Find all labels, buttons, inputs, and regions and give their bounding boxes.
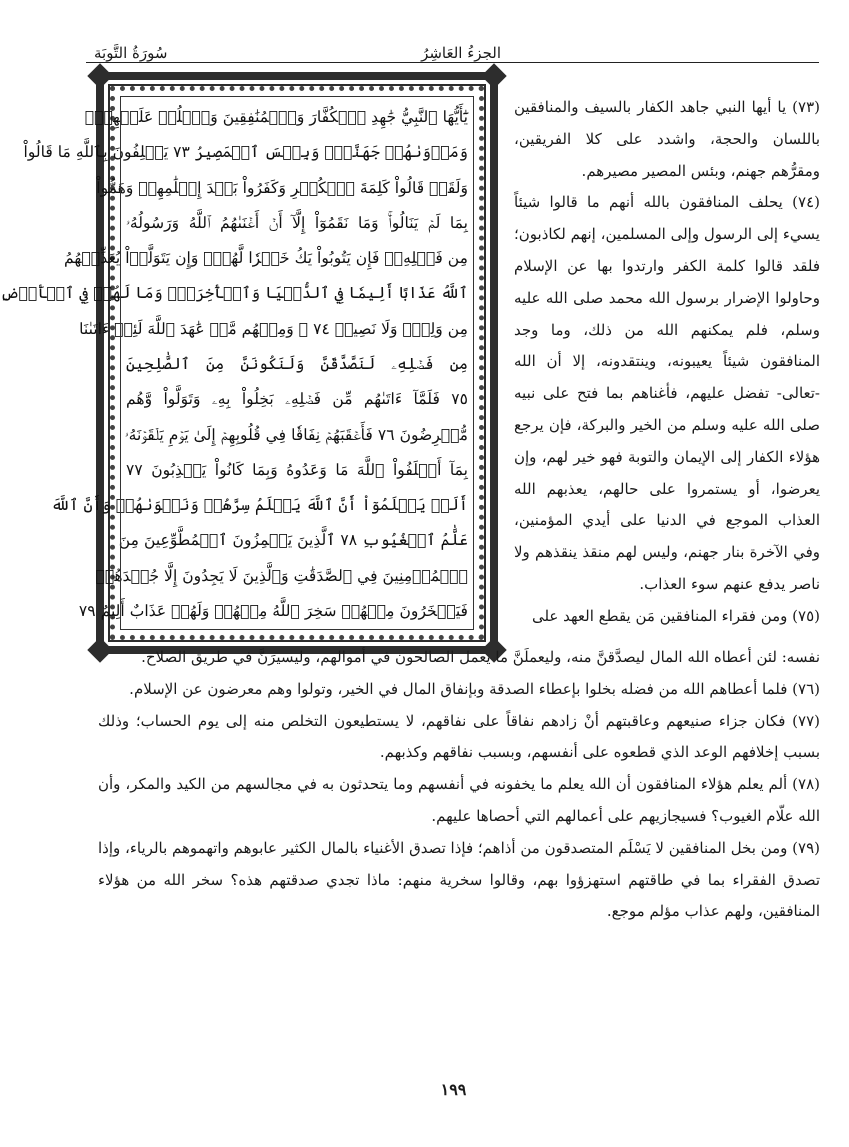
quran-line: مِن فَضۡلِهِۦۚ فَإِن يَتُوبُواْ يَكُ خَيۡرٗا لَّهُمۡۖ وَإِن يَتَوَلَّوۡاْ يُعَذِّبۡهُمُ xyxy=(63,249,468,268)
tafsir-verse-78: (٧٨) ألم يعلم هؤلاء المنافقون أن الله يعلم ما يخفونه في أنفسهم وما يتحدثون به في مجالسهم من الكيد والمكر، وأن الله علّام الغيوب؟ فسيجازيهم على أعمالهم التي أحصاها عليهم. xyxy=(98,775,820,825)
page-number: ١٩٩ xyxy=(440,1080,467,1099)
tafsir-side-column xyxy=(514,92,820,633)
quran-line: بِمَا لَمۡ يَنَالُواْۚ وَمَا نَقَمُوٓاْ إِلَّآ أَنۡ أَغۡنَىٰهُمُ ٱللَّهُ وَرَسُولُهُۥ xyxy=(126,213,468,232)
quran-text xyxy=(0,102,468,626)
quran-line: مُّعۡرِضُونَ ٧٦ فَأَعۡقَبَهُمۡ نِفَاقٗا فِي قُلُوبِهِمۡ إِلَىٰ يَوۡمِ يَلۡقَوۡنَهُۥ xyxy=(124,425,468,444)
tafsir-full-width xyxy=(98,642,820,928)
frame-corner-ornament xyxy=(87,63,112,88)
quran-line: فَيَسۡخَرُونَ مِنۡهُمۡ سَخِرَ ٱللَّهُ مِنۡهُمۡ وَلَهُمۡ عَذَابٌ أَلِيمٌ ٧٩ xyxy=(78,601,468,620)
quran-line: مِن فَضۡلِهِۦ لَنَصَّدَّقَنَّ وَلَنَكُونَنَّ مِنَ ٱلصَّٰلِحِينَ xyxy=(126,354,468,373)
tafsir-verse-76: (٧٦) فلما أعطاهم الله من فضله بخلوا بإعطاء الصدقة وبإنفاق المال في الخير، وتولوا وهم معرضون عن الإسلام. xyxy=(129,679,820,698)
header-divider xyxy=(86,62,819,63)
tafsir-verse-77: (٧٧) فكان جزاء صنيعهم وعاقبتهم أنْ زادهم نفاقاً على نفاقهم، لا يستطيعون التخلص منه إلى يوم الحساب؛ وذلك بسبب إخلافهم الوعد الذي قطعوه على أنفسهم، وبسبب نفاقهم وكذبهم. xyxy=(98,711,820,762)
frame-corner-ornament xyxy=(481,63,506,88)
quran-line: عَلَّٰمُ ٱلۡغُيُوبِ ٧٨ ٱلَّذِينَ يَلۡمِزُونَ ٱلۡمُطَّوِّعِينَ مِنَ xyxy=(118,531,468,550)
quran-line: وَلَقَدۡ قَالُواْ كَلِمَةَ ٱلۡكُفۡرِ وَكَفَرُواْ بَعۡدَ إِسۡلَٰمِهِمۡ وَهَمُّواْ xyxy=(96,178,468,197)
quran-line: ٱللَّهُ عَذَابًا أَلِيمٗا فِي ٱلدُّنۡيَا وَٱلۡأٓخِرَةِۚ وَمَا لَهُمۡ فِي ٱلۡأَرۡضِ xyxy=(0,284,468,303)
surah-title: سُورَةُ التَّوبَة xyxy=(94,44,168,62)
quran-line: وَمَأۡوَىٰهُمۡ جَهَنَّمُۖ وَبِئۡسَ ٱلۡمَصِيرُ ٧٣ يَحۡلِفُونَ بِٱللَّهِ مَا قَالُواْ xyxy=(23,143,468,162)
tafsir-verse-79: (٧٩) ومن بخل المنافقين لا يَسْلَم المتصدقون من أذاهم؛ فإذا تصدق الأغنياء بالمال الكثير عابوهم واتهموهم بالرياء، وإذا تصدق الفقراء بما في طاقتهم استهزؤوا بهم، وقالوا سخرية منهم: ماذا تجدي صدقتهم هذه؟ سخر الله من هؤلاء المنافقين، ولهم عذاب مؤلم موجع. xyxy=(98,838,820,921)
quran-line: بِمَآ أَخۡلَفُواْ ٱللَّهَ مَا وَعَدُوهُ وَبِمَا كَانُواْ يَكۡذِبُونَ ٧٧ xyxy=(126,460,468,479)
quran-line: مِن وَلِيّٖ وَلَا نَصِيرٖ ٧٤ ۞ وَمِنۡهُم مَّنۡ عَٰهَدَ ٱللَّهَ لَئِنۡ ءَاتَىٰنَا xyxy=(79,319,468,338)
juz-title: الجزءُ العَاشِرُ xyxy=(421,44,501,62)
tafsir-verse-75-end: نفسه: لئن أعطاه الله المال ليصدَّقنَّ منه، وليعملَنَّ ما يعمل الصالحون في أموالهم، وليسيرَنَّ في طريق الصلاح. xyxy=(141,648,820,666)
tafsir-verse-75-start: (٧٥) ومن فقراء المنافقين مَن يقطع العهد على xyxy=(531,606,820,625)
quran-line: ٧٥ فَلَمَّآ ءَاتَىٰهُم مِّن فَضۡلِهِۦ بَخِلُواْ بِهِۦ وَتَوَلَّواْ وَّهُم xyxy=(126,390,468,409)
quran-line: أَلَمۡ يَعۡلَمُوٓاْ أَنَّ ٱللَّهَ يَعۡلَمُ سِرَّهُمۡ وَنَجۡوَىٰهُمۡ وَأَنَّ ٱللَّهَ xyxy=(51,496,468,515)
tafsir-verse-73: (٧٣) يا أيها النبي جاهد الكفار بالسيف والمنافقين باللسان والحجة، واشدد على كلا الفريقين، ومقرُّهم جهنم، وبئس المصير مصيرهم. xyxy=(514,98,820,180)
quran-frame xyxy=(0,72,498,654)
quran-line: يَٰٓأَيُّهَا ٱلنَّبِيُّ جَٰهِدِ ٱلۡكُفَّارَ وَٱلۡمُنَٰفِقِينَ وَٱغۡلُظۡ عَلَيۡهِمۡۚ xyxy=(84,108,468,126)
quran-line: ٱلۡمُؤۡمِنِينَ فِي ٱلصَّدَقَٰتِ وَٱلَّذِينَ لَا يَجِدُونَ إِلَّا جُهۡدَهُمۡ xyxy=(95,566,468,585)
tafsir-verse-74: (٧٤) يحلف المنافقون بالله أنهم ما قالوا شيئاً يسيء إلى الرسول وإلى المسلمين، إنهم لكاذبون؛ فلقد قالوا كلمة الكفر وارتدوا بها عن الإسلام وحاولوا الإضرار برسول الله محمد صلى الله عليه وسلم، فلم يمكنهم الله من ذلك، وما وجد المنافقون شيئاً يعيبونه، وينتقدونه، إلا أن الله -تعالى- تفضل عليهم، فأغناهم بما فتح على نبيه صلى الله عليه وسلم من الخير والبركة، فإن يرجع هؤلاء الكفار إلى الإيمان والتوبة فهو خير لهم، وإن يعرضوا، أو يستمروا على حالهم، يعذبهم الله العذاب الموجع في الدنيا على أيدي المؤمنين، وفي الآخرة بنار جهنم، وليس لهم منقذ ينقذهم ولا ناصر يدفع عنهم سوء العذاب. xyxy=(514,193,820,593)
